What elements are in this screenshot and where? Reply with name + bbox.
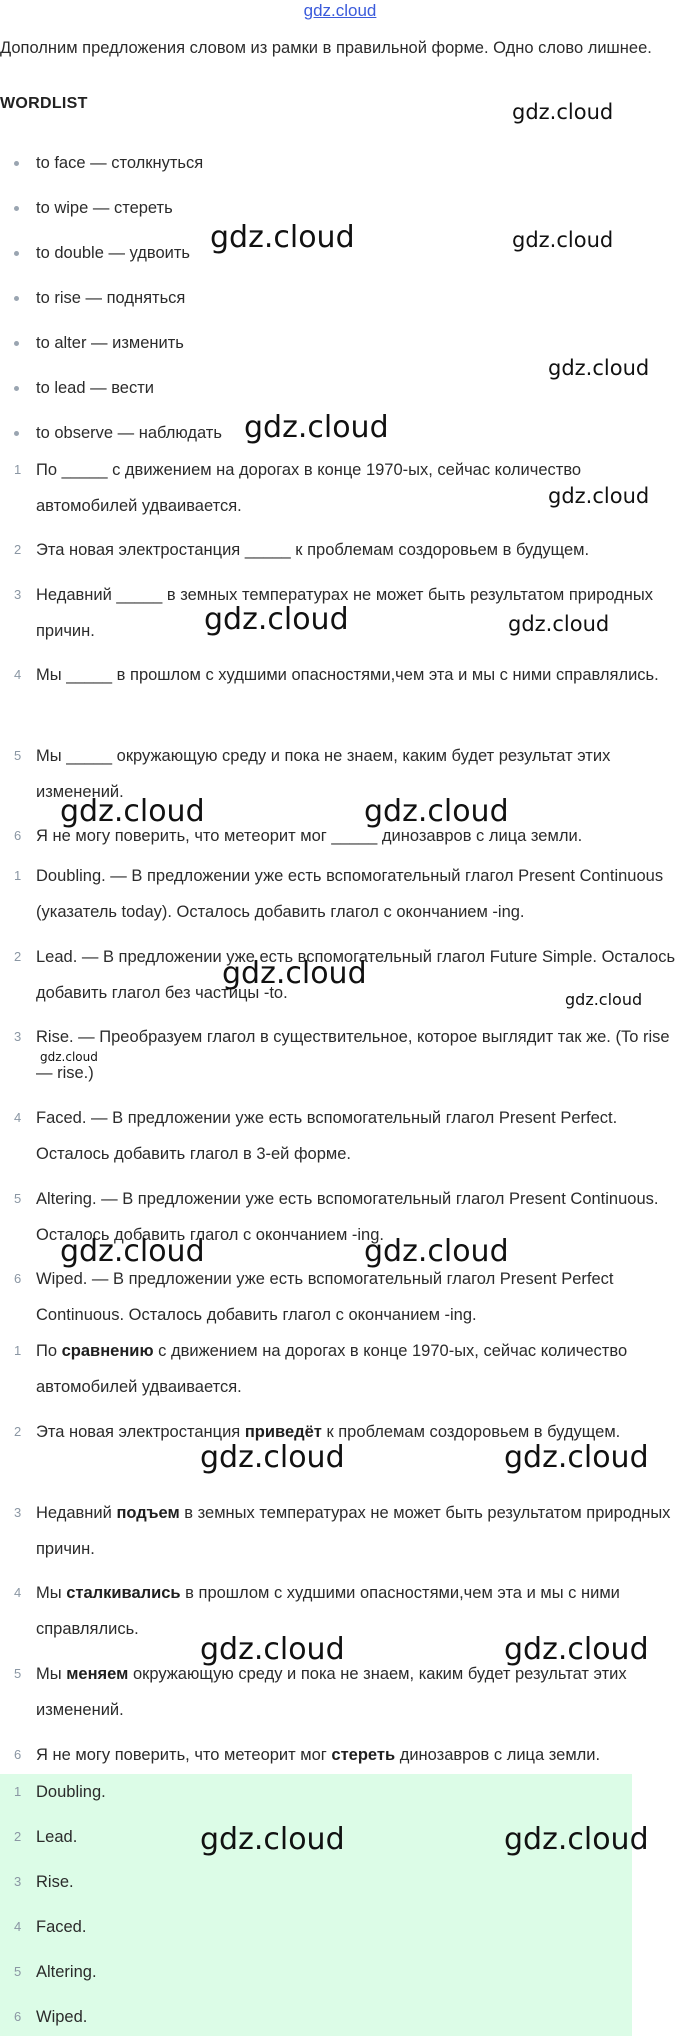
wordlist-item: to double — удвоить xyxy=(0,238,680,283)
gap-sentence: 1 По _____ с движением на дорогах в конце 1970-ых, сейчас количество автомобилей удваивается. xyxy=(14,461,582,515)
translation: 3 Недавний подъем в земных температурах не может быть результатом природных причин. xyxy=(14,1504,671,1558)
wordlist-item: to alter — изменить xyxy=(0,328,680,373)
translation: 5 Мы меняем окружающую среду и пока не знаем, каким будет результат этих изменений. xyxy=(14,1665,627,1719)
watermark: gdz.cloud xyxy=(508,612,610,636)
watermark: gdz.cloud xyxy=(200,1822,345,1857)
gap-sentence: 4 Мы _____ в прошлом с худшими опасностями,чем эта и мы с ними справлялись. xyxy=(14,666,659,684)
translations xyxy=(0,1333,680,1773)
bullet-icon xyxy=(14,341,19,346)
explanation: 3 Rise. — Преобразуем глагол в существительное, которое выглядит так же. (To rise — rise.) xyxy=(14,1028,670,1082)
watermark: gdz.cloud xyxy=(200,1440,345,1475)
bullet-icon xyxy=(14,251,19,256)
wordlist-item: to lead — вести xyxy=(0,373,680,418)
explanation: 5 Altering. — В предложении уже есть вспомогательный глагол Present Continuous. Осталось добавить глагол с окончанием -ing. xyxy=(14,1190,659,1244)
task-intro: Дополним предложения словом из рамки в правильной форме. Одно слово лишнее. xyxy=(0,39,652,57)
watermark: gdz.cloud xyxy=(60,1234,205,1269)
answer-item: 3 Rise. xyxy=(14,1873,74,1891)
answer-item: 2 Lead. xyxy=(14,1828,78,1846)
watermark: gdz.cloud xyxy=(512,100,614,124)
bullet-icon xyxy=(14,386,19,391)
gap-sentences xyxy=(0,452,680,853)
wordlist-item: to face — столкнуться xyxy=(0,148,680,193)
watermark: gdz.cloud xyxy=(548,484,650,508)
answers-panel xyxy=(0,1774,632,2036)
watermark: gdz.cloud xyxy=(200,1632,345,1667)
explanation: 6 Wiped. — В предложении уже есть вспомогательный глагол Present Perfect Continuous. Осталось добавить глагол с окончанием -ing. xyxy=(14,1270,614,1324)
watermark: gdz.cloud xyxy=(210,220,355,255)
gap-sentence: 6 Я не могу поверить, что метеорит мог _____ динозавров с лица земли. xyxy=(14,827,583,845)
wordlist-item: to wipe — стереть xyxy=(0,193,680,238)
watermark: gdz.cloud xyxy=(204,602,349,637)
bullet-icon xyxy=(14,206,19,211)
watermark: gdz.cloud xyxy=(565,990,643,1009)
explanation: 4 Faced. — В предложении уже есть вспомогательный глагол Present Perfect. Осталось добавить глагол в 3-ей форме. xyxy=(14,1109,618,1163)
watermark: gdz.cloud xyxy=(548,356,650,380)
wordlist-title: WORDLIST xyxy=(0,95,88,112)
watermark: gdz.cloud xyxy=(504,1440,649,1475)
answer-item: 4 Faced. xyxy=(14,1918,87,1936)
bullet-icon xyxy=(14,161,19,166)
gap-sentence: 5 Мы _____ окружающую среду и пока не знаем, каким будет результат этих изменений. xyxy=(14,747,611,801)
answer-item: 6 Wiped. xyxy=(14,2008,88,2026)
watermark: gdz.cloud xyxy=(60,794,205,829)
watermark: gdz.cloud xyxy=(244,410,389,445)
watermark: gdz.cloud xyxy=(364,1234,509,1269)
translation: 6 Я не могу поверить, что метеорит мог стереть динозавров с лица земли. xyxy=(14,1746,601,1764)
explanation: 1 Doubling. — В предложении уже есть вспомогательный глагол Present Continuous (указатель today). Осталось добавить глагол с окончанием -ing. xyxy=(14,867,664,921)
wordlist-item: to observe — наблюдать xyxy=(0,418,680,463)
bullet-icon xyxy=(14,296,19,301)
explanation: 2 Lead. — В предложении уже есть вспомогательный глагол Future Simple. Осталось добавить глагол без частицы -to. xyxy=(14,948,676,1002)
watermark: gdz.cloud xyxy=(504,1632,649,1667)
answer-item: 5 Altering. xyxy=(14,1963,97,1981)
bullet-icon xyxy=(14,431,19,436)
watermark: gdz.cloud xyxy=(222,956,367,991)
gap-sentence: 3 Недавний _____ в земных температурах не может быть результатом природных причин. xyxy=(14,586,654,640)
gap-sentence: 2 Эта новая электростанция _____ к проблемам создоровьем в будущем. xyxy=(14,541,590,559)
answer-item: 1 Doubling. xyxy=(14,1783,106,1801)
wordlist-item: to rise — подняться xyxy=(0,283,680,328)
translation: 4 Мы сталкивались в прошлом с худшими опасностями,чем эта и мы с ними справлялись. xyxy=(14,1584,620,1638)
watermark: gdz.cloud xyxy=(364,794,509,829)
watermark: gdz.cloud xyxy=(512,228,614,252)
translation: 2 Эта новая электростанция приведёт к проблемам создоровьем в будущем. xyxy=(14,1423,621,1441)
site-link[interactable]: gdz.cloud xyxy=(303,1,377,20)
translation: 1 По сравнению с движением на дорогах в конце 1970-ых, сейчас количество автомобилей удваивается. xyxy=(14,1342,628,1396)
watermark: gdz.cloud xyxy=(504,1822,649,1857)
watermark: gdz.cloud xyxy=(40,1050,98,1064)
